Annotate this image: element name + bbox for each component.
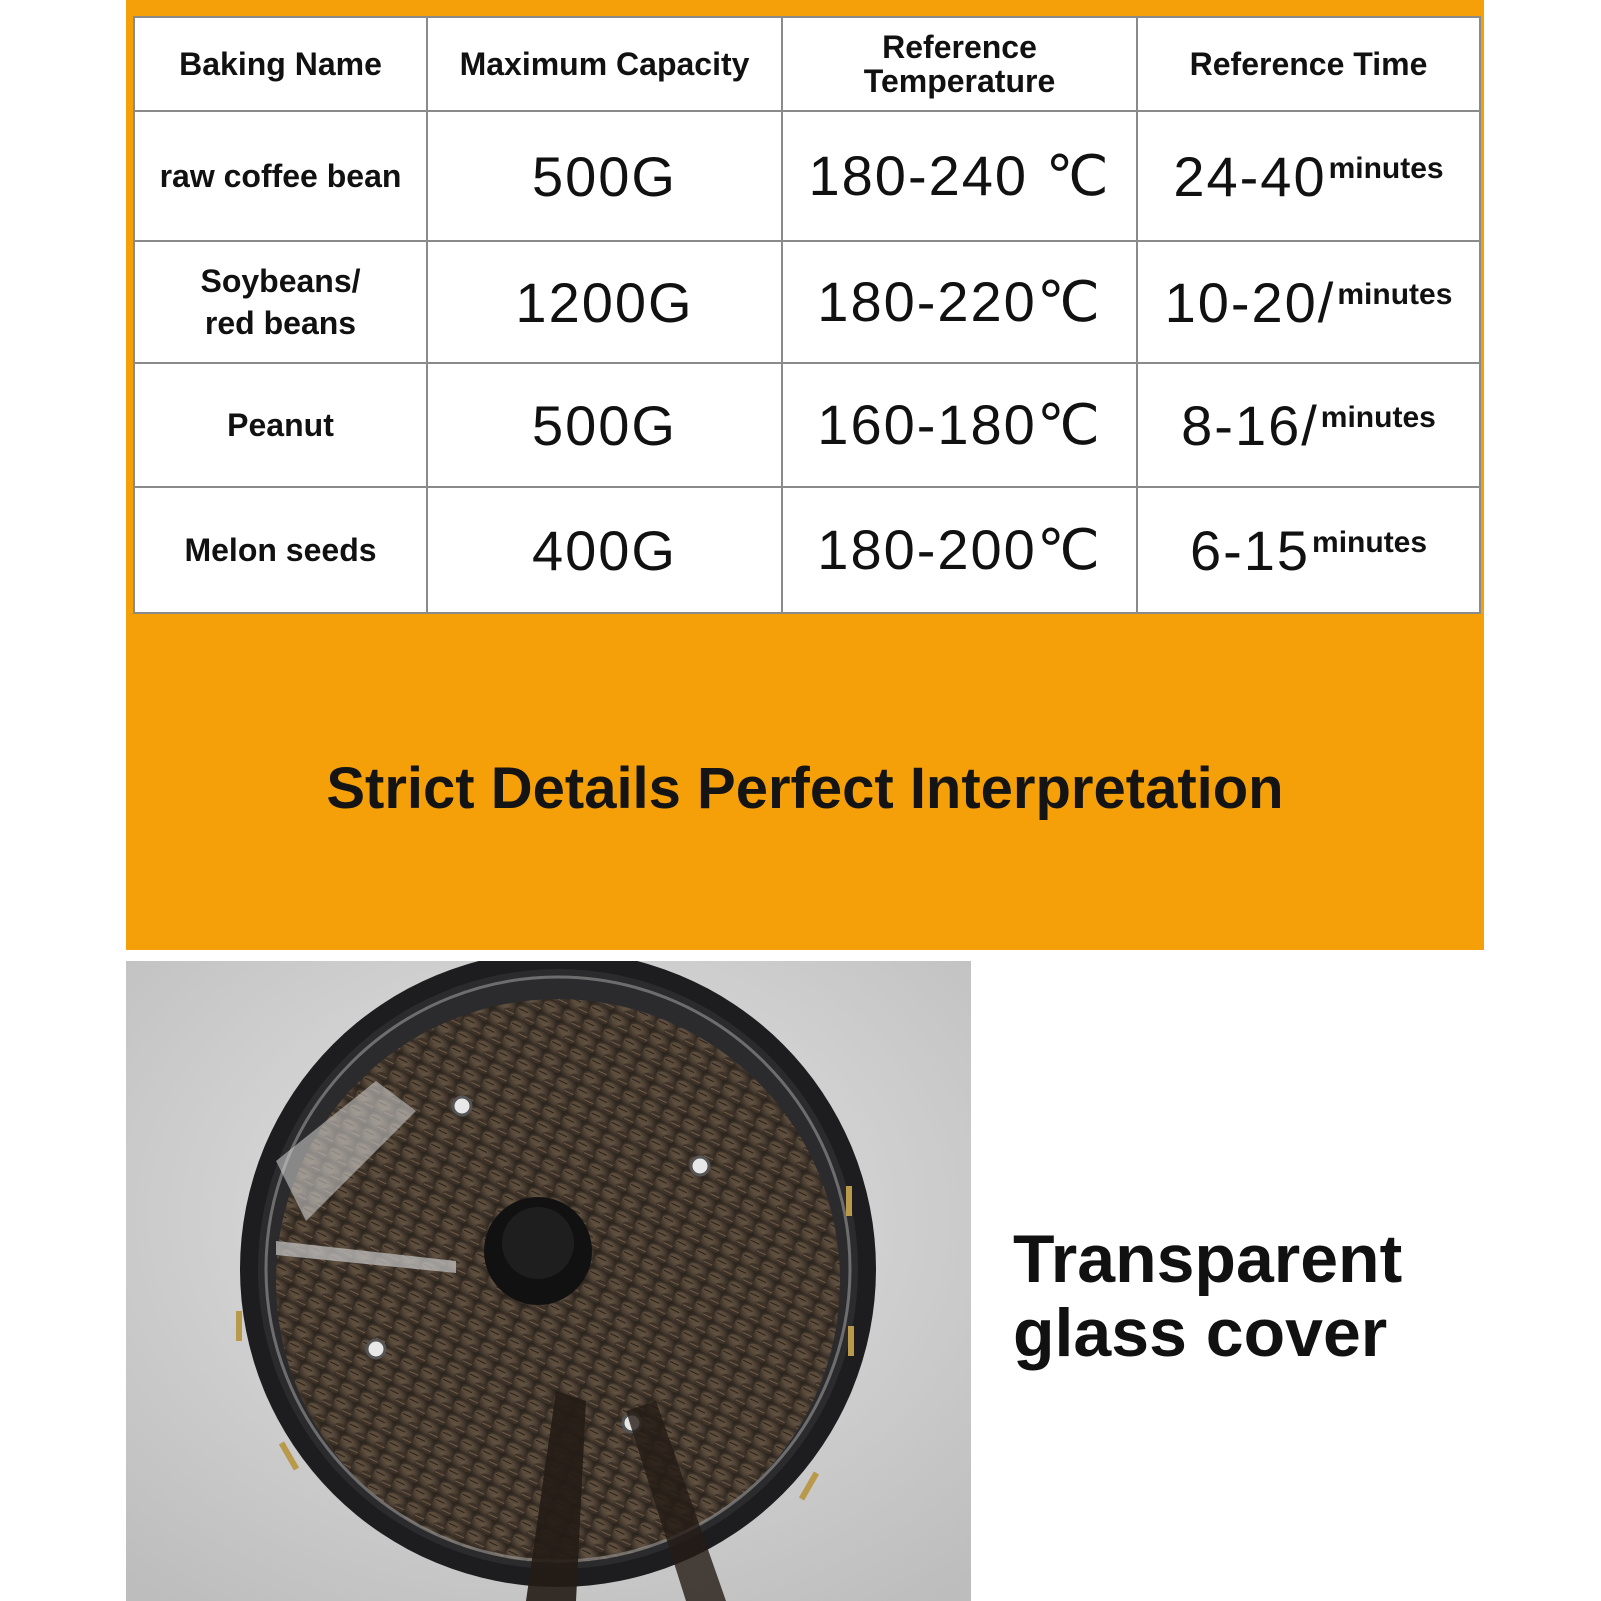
baking-name-cell <box>134 487 427 613</box>
baking-name-line: Soybeans/ <box>200 263 361 299</box>
glass-cover-caption <box>1013 1222 1493 1370</box>
table-header-row <box>134 17 1480 111</box>
time-cell <box>1137 487 1480 613</box>
temperature-cell: 160-180℃ <box>782 363 1137 487</box>
baking-name-line: Melon seeds <box>184 532 377 568</box>
header-reference-time: Reference Time <box>1137 17 1480 111</box>
temperature-cell: 180-200℃ <box>782 487 1137 613</box>
temperature-cell: 180-240 ℃ <box>782 111 1137 241</box>
header-temperature-line-1: Reference <box>882 29 1037 65</box>
time-value: 6-15 <box>1189 518 1311 582</box>
baking-name-cell <box>134 111 427 241</box>
roaster-photo <box>126 961 971 1601</box>
time-value: 8-16/ <box>1181 393 1319 457</box>
temperature-cell: 180-220℃ <box>782 241 1137 363</box>
baking-name-cell <box>134 241 427 363</box>
table-row <box>134 487 1480 613</box>
table-row <box>134 111 1480 241</box>
capacity-cell: 500G <box>427 111 782 241</box>
baking-name-cell <box>134 363 427 487</box>
capacity-cell: 1200G <box>427 241 782 363</box>
time-unit: minutes <box>1320 400 1436 434</box>
time-value: 10-20/ <box>1164 270 1336 334</box>
table-row <box>134 241 1480 363</box>
time-unit: minutes <box>1328 151 1444 185</box>
table-row <box>134 363 1480 487</box>
time-unit: minutes <box>1312 525 1428 559</box>
header-baking-name: Baking Name <box>134 17 427 111</box>
roaster-illustration <box>126 961 971 1601</box>
caption-line-2: glass cover <box>1013 1295 1388 1371</box>
tagline-heading: Strict Details Perfect Interpretation <box>326 756 1284 821</box>
baking-name-line: red beans <box>204 305 357 341</box>
time-cell <box>1137 111 1480 241</box>
capacity-cell: 400G <box>427 487 782 613</box>
time-value: 24-40 <box>1173 144 1327 208</box>
caption-line-1: Transparent <box>1013 1221 1403 1297</box>
header-reference-temperature <box>782 17 1137 111</box>
baking-spec-table <box>133 16 1481 614</box>
header-temperature-line-2: Temperature <box>863 63 1056 99</box>
baking-name-line: Peanut <box>227 407 334 443</box>
time-unit: minutes <box>1337 277 1453 311</box>
time-cell <box>1137 241 1480 363</box>
baking-name-line: raw coffee bean <box>159 158 402 194</box>
time-cell <box>1137 363 1480 487</box>
capacity-cell: 500G <box>427 363 782 487</box>
header-maximum-capacity: Maximum Capacity <box>427 17 782 111</box>
